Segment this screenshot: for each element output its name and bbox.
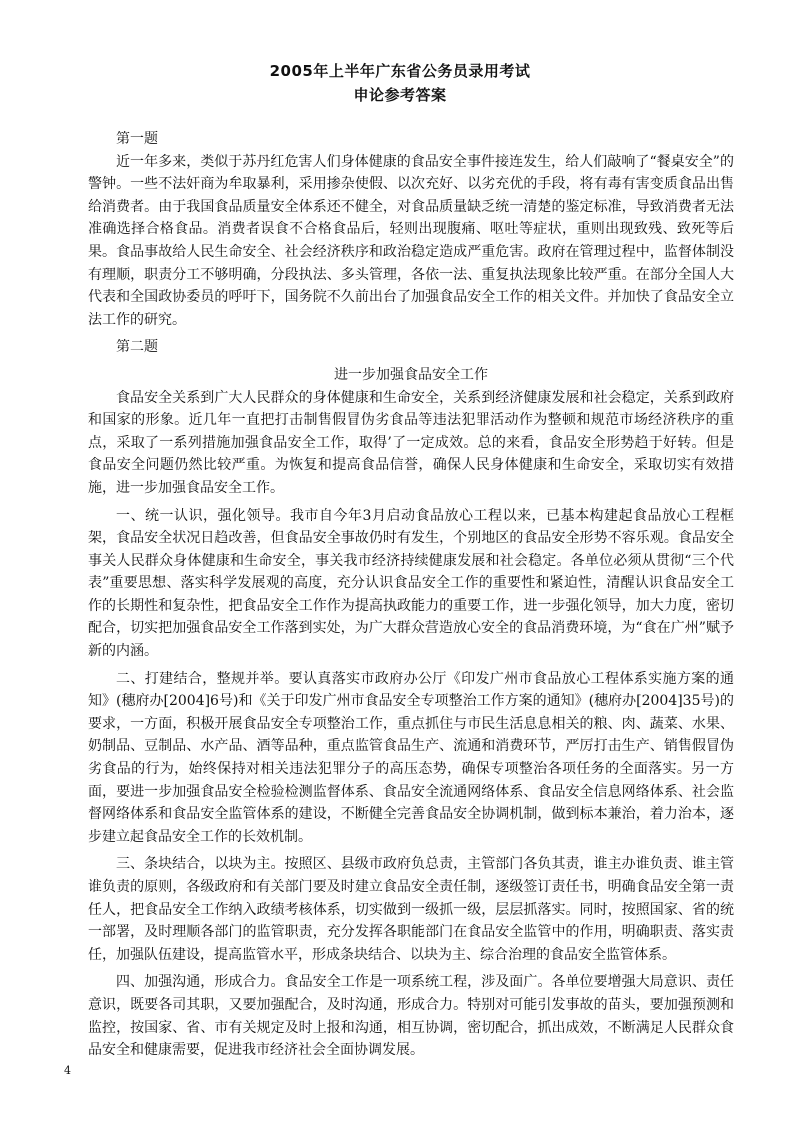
essay-point-2: 二、打建结合，整规并举。要认真落实市政府办公厅《印发广州市食品放心工程体系实施方案的通知》(穗府办[2004]6号)和《关于印发广州市食品安全专项整治工作方案的通知》(穗府办[2004]35号)的要求，一方面，积极开展食品安全专项整治工作，重点抓住与市民生活息息相关的粮、肉、蔬菜、水果、奶制品、豆制品、水产品、酒等品种，重点监管食品生产、流通和消费环节，严厉打击生产、销售假冒伪劣食品的行为，始终保持对相关违法犯罪分子的高压态势，确保专项整治各项任务的全面落实。另一方面，要进一步加强食品安全检验检测监督体系、食品安全流通网络体系、食品安全信息网络体系、社会监督网络体系和食品安全监管体系的建设，不断健全完善食品安全协调机制，做到标本兼治，着力治本，逐步建立起食品安全工作的长效机制。 <box>88 670 734 845</box>
question-2-heading: 第二题 <box>116 339 158 356</box>
essay-title: 进一步加强食品安全工作 <box>334 366 488 383</box>
question-1-answer: 近一年多来，类似于苏丹红危害人们身体健康的食品安全事件接连发生，给人们敲响了“餐桌安全”的警钟。一些不法奸商为牟取暴利，采用掺杂使假、以次充好、以劣充优的手段，将有毒有害变质食品出售给消费者。由于我国食品质量安全体系还不健全，对食品质量缺乏统一清楚的鉴定标准，导致消费者无法准确选择合格食品。消费者误食不合格食品后，轻则出现腹痛、呕吐等症状，重则出现致残、致死等后果。食品事故给人民生命安全、社会经济秩序和政治稳定造成严重危害。政府在管理过程中，监督体制没有理顺，职责分工不够明确，分段执法、多头管理，各依一法、重复执法现象比较严重。在部分全国人大代表和全国政协委员的呼吁下，国务院不久前出台了加强食品安全工作的相关文件。并加快了食品安全立法工作的研究。 <box>88 153 734 328</box>
document-title: 2005年上半年广东省公务员录用考试 <box>269 62 531 80</box>
essay-point-4: 四、加强沟通，形成合力。食品安全工作是一项系统工程，涉及面广。各单位要增强大局意识、责任意识，既要各司其职，又要加强配合，及时沟通，形成合力。特别对可能引发事故的苗头，要加强预测和监控，按国家、省、市有关规定及时上报和沟通，相互协调，密切配合，抓出成效，不断满足人民群众食品安全和健康需要，促进我市经济社会全面协调发展。 <box>88 974 734 1059</box>
document-body <box>88 128 734 1062</box>
question-1-heading: 第一题 <box>116 131 158 147</box>
essay-intro: 食品安全关系到广大人民群众的身体健康和生命安全，关系到经济健康发展和社会稳定，关系到政府和国家的形象。近几年一直把打击制售假冒伪劣食品等违法犯罪活动作为整顿和规范市场经济秩序的重点，采取了一系列措施加强食品安全工作，取得’了一定成效。总的来看，食品安全形势趋于好转。但是食品安全问题仍然比较严重。为恢复和提高食品信誉，确保人民身体健康和生命安全，采取切实有效措施，进一步加强食品安全工作。 <box>88 389 734 496</box>
essay-point-3: 三、条块结合，以块为主。按照区、县级市政府负总责，主管部门各负其责，谁主办谁负责、谁主管谁负责的原则，各级政府和有关部门要及时建立食品安全责任制，逐级签订责任书，明确食品安全第一责任人，把食品安全工作纳入政绩考核体系，切实做到一级抓一级，层层抓落实。同时，按照国家、省的统一部署，及时理顺各部门的监管职责，充分发挥各职能部门在食品安全监管中的作用，明确职责、落实责任，加强队伍建设，提高监管水平，形成条块结合、以块为主、综合治理的食品安全监管体系。 <box>88 856 734 963</box>
document-subtitle: 申论参考答案 <box>353 86 447 104</box>
essay-point-1: 一、统一认识，强化领导。我市自今年3月启动食品放心工程以来，已基本构建起食品放心工程框架，食品安全状况日趋改善，但食品安全事故仍时有发生，个别地区的食品安全形势不容乐观。食品安全事关人民群众身体健康和生命安全，事关我市经济持续健康发展和社会稳定。各单位必须从贯彻“三个代表”重要思想、落实科学发展观的高度，充分认识食品安全工作的重要性和紧迫性，清醒认识食品安全工作的长期性和复杂性，把食品安全工作作为提高执政能力的重要工作，进一步强化领导，加大力度，密切配合，切实把加强食品安全工作落到实处，为广大群众营造放心安全的食品消费环境，为“食在广州”赋予新的内涵。 <box>88 507 734 660</box>
page-number: 4 <box>64 1064 71 1077</box>
